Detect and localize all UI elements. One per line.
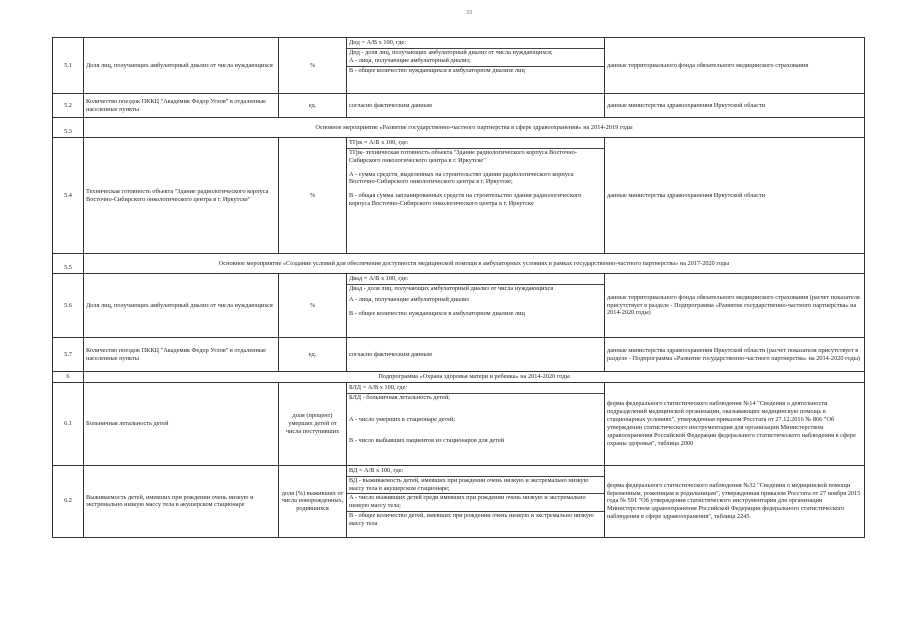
section-title: Основное мероприятие «Создание условий для обеспечения доступности медицинской помощи в амбулаторных условиях в рамках государственно-частного партнерства» на 2017-2020 годы xyxy=(84,254,865,274)
table-row xyxy=(53,274,865,338)
formula-line: В - общее количество детей, имевших при рождении очень низкую и экстремально низкую массу тела xyxy=(347,511,604,528)
section-row xyxy=(53,254,865,274)
source-cell: данные министерства здравоохранения Иркутской области (расчет показателя присутствует в разделе - Подпрограмма «Развитие государственно-частного партнерства» на 2014-2020 годы) xyxy=(605,338,865,372)
formula-cell xyxy=(347,382,605,465)
source-cell: данные министерства здравоохранения Иркутской области xyxy=(605,138,865,254)
unit-cell: ед. xyxy=(279,338,347,372)
formula-line: БЛД = А/В х 100, где: xyxy=(349,383,408,391)
row-number: 6 xyxy=(53,372,84,383)
unit-cell: % xyxy=(279,274,347,338)
formula-line: А - лица, получающие амбулаторный диализ; xyxy=(349,56,471,64)
formula-cell: согласно фактическим данным xyxy=(347,338,605,372)
section-title: Подпрограмма «Охрана здоровья матери и ребенка» на 2014-2020 годы xyxy=(84,372,865,383)
formula-line: А - сумма средств, выделенных на строительство здания радиологического корпуса Восточно-Сибирского онкологического центра в г. Иркутске; xyxy=(349,170,574,186)
row-number: 5.2 xyxy=(53,94,84,118)
formula-line: А - число выживших детей среди имевших при рождении очень низкую и экстремально низкую массу тела; xyxy=(347,493,604,510)
indicator-name: Техническая готовность объекта "Здание радиологического корпуса Восточно-Сибирского онкологического центра в г. Иркутске" xyxy=(84,138,279,254)
formula-line: ТГрк = А/В х 100, где: xyxy=(349,139,409,146)
table-row xyxy=(53,38,865,94)
unit-cell: % xyxy=(279,138,347,254)
formula-line: Двад = А/В х 100, где: xyxy=(349,275,409,282)
source-cell: форма федерального статистического наблюдения №32 "Сведения о медицинской помощи беременным, роженицам и родильницам", утвержденная приказом Росстата от 27 ноября 2015 года № 591 "Об утверждении статистического инструментария для организации Министерством здравоохранения Российской Федерации федерального статистического наблюдения в сфере здравоохранения", таблица 2245 xyxy=(605,465,865,537)
formula-line: А - лица, получающие амбулаторный диализ xyxy=(349,295,469,303)
source-cell: данные территориального фонда обязательного медицинского страхования xyxy=(605,38,865,94)
row-number: 5.7 xyxy=(53,338,84,372)
formula-cell xyxy=(347,465,605,537)
formula-cell: согласно фактическим данным xyxy=(347,94,605,118)
row-number: 6.1 xyxy=(53,382,84,465)
formula-line: БЛД - больничная летальность детей; xyxy=(347,393,604,402)
indicator-name: Доля лиц, получающих амбулаторный диализ от числа нуждающихся xyxy=(84,274,279,338)
section-title: Основное мероприятие «Развитие государственно-частного партнерства в сфере здравоохранения» на 2014-2019 годы xyxy=(84,118,865,138)
unit-cell: доля (%) выживших от числа новорожденных, родившихся xyxy=(279,465,347,537)
formula-line: В - общая сумма запланированных средств на строительство здания радиологического корпуса Восточно-Сибирского онкологического центра в г. Иркутске xyxy=(349,192,582,208)
section-row xyxy=(53,118,865,138)
row-number: 5.5 xyxy=(53,254,84,274)
indicator-name: Доля лиц, получающих амбулаторный диализ от числа нуждающихся xyxy=(84,38,279,94)
formula-line: В - общее количество нуждающихся в амбулаторном диализе лиц xyxy=(347,66,604,75)
section-row xyxy=(53,372,865,383)
table-row xyxy=(53,465,865,537)
table-row xyxy=(53,382,865,465)
formula-line: ТГрк- техническая готовность объекта "Здание радиологического корпуса Восточно-Сибирского онкологического центра в г. Иркутске" xyxy=(347,148,604,165)
formula-line: ВД = А/В х 100, где: xyxy=(349,466,404,474)
formula-cell xyxy=(347,138,605,254)
formula-line: Двад - доля лиц, получающих амбулаторный диализ от числа нуждающихся xyxy=(347,284,604,293)
row-number: 5.6 xyxy=(53,274,84,338)
formula-line: В - общее количество нуждающихся в амбулаторном диализе лиц xyxy=(349,309,525,317)
row-number: 5.4 xyxy=(53,138,84,254)
row-number: 5.3 xyxy=(53,118,84,138)
row-number: 5.1 xyxy=(53,38,84,94)
indicator-name: Больничная летальность детей xyxy=(84,382,279,465)
indicator-name: Выживаемость детей, имевших при рождении очень низкую и экстремально низкую массу тела в акушерском стационаре xyxy=(84,465,279,537)
source-cell: данные территориального фонда обязательного медицинского страхования (расчет показателя присутствует в разделе - Подпрограмма «Развитие государственно-частного партнерства» на 2014-2020 годы) xyxy=(605,274,865,338)
source-cell: форма федерального статистического наблюдения №14 "Сведения о деятельности подразделений медицинской организации, оказывающих медицинскую помощь в стационарных условиях", утвержденная приказом Росстата от 27.12.2016 № 866 "Об утверждении статистического инструментария для организации Министерством здравоохранения Российской Федерации федерального статистического наблюдения в сфере охраны здоровья", таблица 2000 xyxy=(605,382,865,465)
indicator-name: Количество поездок ПККЦ "Академик Федор Углов" в отдаленные населенные пункты xyxy=(84,94,279,118)
unit-cell: доля (процент) умерших детей от числа поступивших xyxy=(279,382,347,465)
formula-line: Дпд = А/В х 100, где: xyxy=(349,39,406,46)
formula-cell xyxy=(347,38,605,94)
formula-line: Дпд - доля лиц, получающих амбулаторный диализ от числа нуждающихся; xyxy=(347,48,604,57)
unit-cell: ед. xyxy=(279,94,347,118)
table-row xyxy=(53,138,865,254)
formula-line: ВД - выживаемость детей, имевших при рождении очень низкую и экстремально низкую массу тела в акушерском стационаре; xyxy=(347,476,604,493)
formula-cell xyxy=(347,274,605,338)
unit-cell: % xyxy=(279,38,347,94)
page-number: 33 xyxy=(466,10,472,16)
table-row xyxy=(53,94,865,118)
indicators-table xyxy=(52,37,865,538)
source-cell: данные министерства здравоохранения Иркутской области xyxy=(605,94,865,118)
indicator-name: Количество поездок ПККЦ "Академик Федор Углов" в отдаленные населенные пункты xyxy=(84,338,279,372)
row-number: 6.2 xyxy=(53,465,84,537)
table-row xyxy=(53,338,865,372)
formula-line: А - число умерших в стационаре детей; xyxy=(349,415,456,423)
formula-line: В - число выбывших пациентов из стационаров для детей xyxy=(349,437,505,445)
